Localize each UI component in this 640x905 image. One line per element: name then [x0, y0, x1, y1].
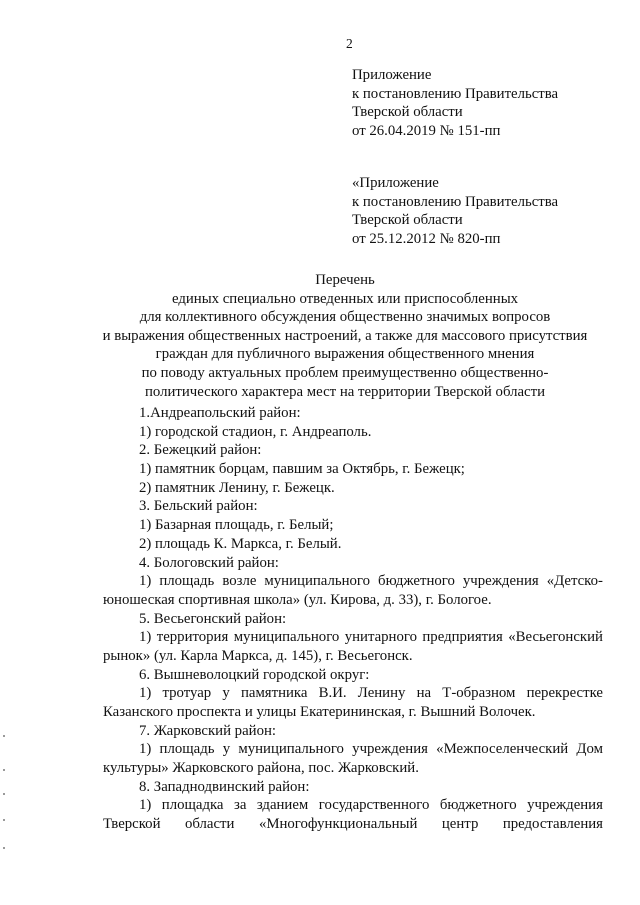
body-line: 2. Бежецкий район:	[139, 442, 262, 459]
appendix-line: Тверской области	[352, 212, 463, 229]
appendix-line: от 26.04.2019 № 151-пп	[352, 122, 501, 139]
list-heading	[80, 271, 610, 401]
appendix-header-current	[352, 66, 632, 140]
appendix-line: Приложение	[352, 67, 432, 83]
body-line: рынок» (ул. Карла Маркса, д. 145), г. Весьегонск.	[103, 647, 413, 664]
body-line: 4. Бологовский район:	[139, 554, 279, 571]
appendix-line: к постановлению Правительства	[352, 193, 559, 210]
body-line: 1) памятник борцам, павшим за Октябрь, г. Бежецк;	[139, 461, 465, 478]
body-line: 1) Базарная площадь, г. Белый;	[139, 517, 334, 534]
body-line: 1) городской стадион, г. Андреаполь.	[139, 423, 372, 440]
scan-margin-marks	[3, 735, 6, 855]
body-line: культуры» Жарковского района, пос. Жарковский.	[103, 760, 419, 777]
heading-line: для коллективного обсуждения общественно значимых вопросов	[139, 309, 551, 326]
appendix-header-original	[352, 174, 632, 248]
body-line: 1.Андреапольский район:	[139, 405, 301, 421]
body-line: 7. Жарковский район:	[139, 722, 276, 739]
body-line: юношеская спортивная школа» (ул. Кирова, д. 33), г. Бологое.	[103, 591, 492, 608]
body-line: 1) площадь возле муниципального бюджетного учреждения «Детско-	[139, 573, 603, 590]
body-line: 1) территория муниципального унитарного предприятия «Весьегонский	[139, 629, 603, 646]
body-line: Тверской области «Многофункциональный центр предоставления	[103, 816, 603, 833]
heading-line: политического характера мест на территории Тверской области	[144, 383, 546, 400]
body-line: 2) памятник Ленину, г. Бежецк.	[139, 479, 335, 496]
appendix-line: Тверской области	[352, 104, 463, 121]
heading-line: единых специально отведенных или приспособленных	[171, 290, 519, 307]
heading-line: и выражения общественных настроений, а также для массового присутствия	[102, 327, 588, 344]
heading-line: граждан для публичного выражения общественного мнения	[155, 346, 535, 363]
document-body	[103, 404, 603, 834]
heading-line: по поводу актуальных проблем преимущественно общественно-	[141, 364, 549, 381]
body-line: 1) площадка за зданием государственного бюджетного учреждения	[139, 797, 603, 814]
body-line: 8. Западнодвинский район:	[139, 778, 310, 795]
heading-title: Перечень	[315, 272, 375, 288]
appendix-line: «Приложение	[352, 175, 439, 191]
appendix-line: к постановлению Правительства	[352, 85, 559, 102]
body-line: 5. Весьегонский район:	[139, 610, 287, 627]
body-line: 6. Вышневолоцкий городской округ:	[139, 666, 370, 683]
body-line: Казанского проспекта и улицы Екатерининская, г. Вышний Волочек.	[103, 704, 536, 720]
appendix-line: от 25.12.2012 № 820-пп	[352, 230, 501, 247]
body-line: 1) площадь у муниципального учреждения «Межпоселенческий Дом	[139, 741, 603, 758]
body-line: 3. Бельский район:	[139, 498, 258, 515]
page-number: 2	[346, 36, 353, 51]
body-line: 2) площадь К. Маркса, г. Белый.	[139, 535, 342, 552]
body-line: 1) тротуар у памятника В.И. Ленину на Т-образном перекрестке	[139, 685, 603, 702]
